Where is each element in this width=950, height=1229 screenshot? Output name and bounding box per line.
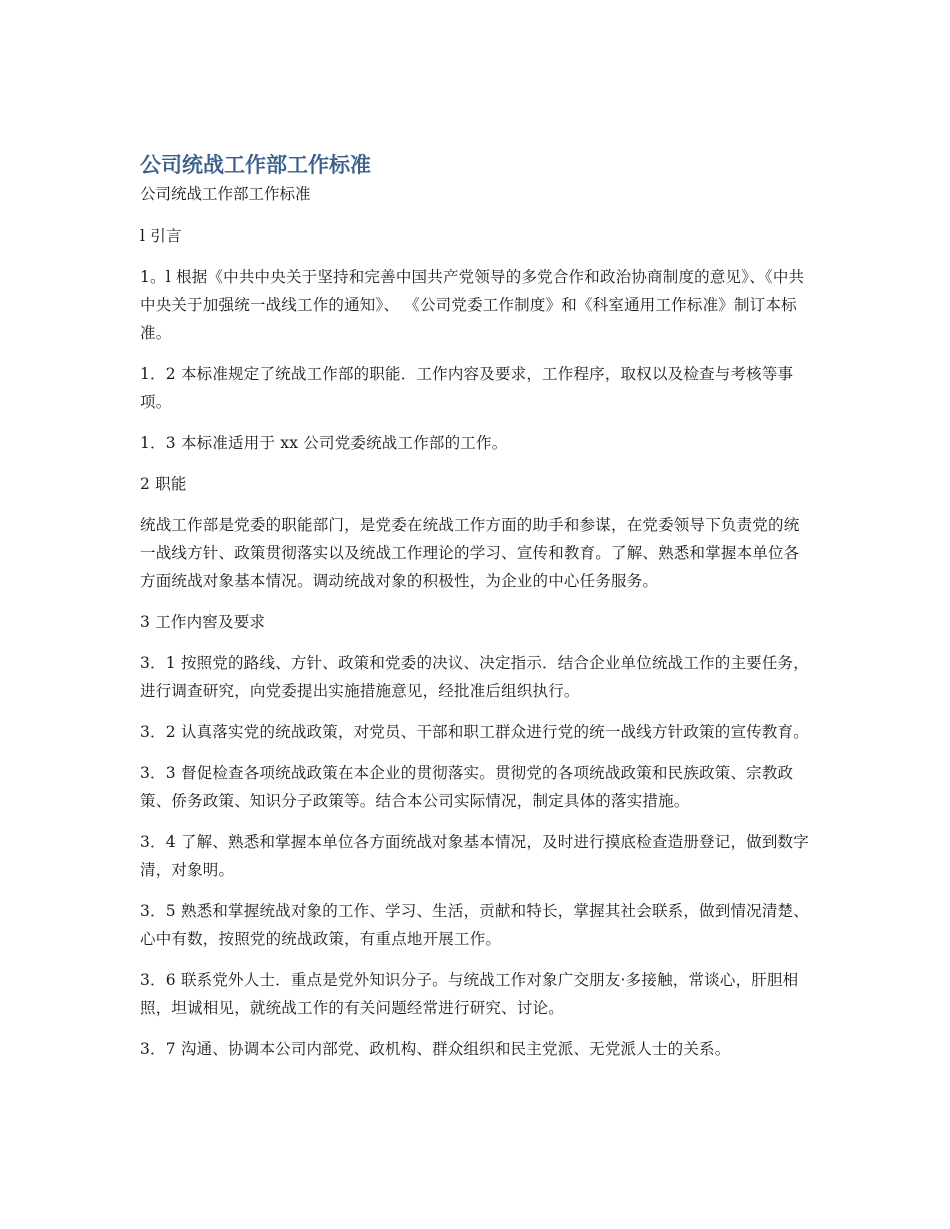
clause-3-2: 3．2 认真落实党的统战政策，对党员、干部和职工群众进行党的统一战线方针政策的宣传教育。 [140, 723, 809, 741]
clause-3-5: 3．5 熟悉和掌握统战对象的工作、学习、生活，贡献和特长，掌握其社会联系，做到情况清楚、心中有数，按照党的统战政策，有重点地开展工作。 [140, 902, 809, 948]
document-body [140, 150, 812, 1076]
clause-3-7: 3．7 沟通、协调本公司内部党、政机构、群众组织和民主党派、无党派人士的关系。 [140, 1040, 731, 1058]
clause-1-3: 1．3 本标准适用于 xx 公司党委统战工作部的工作。 [140, 434, 508, 452]
section-heading-functions: 2 职能 [140, 475, 187, 493]
document-title: 公司统战工作部工作标准 [140, 153, 371, 177]
clause-1-2: 1．2 本标准规定了统战工作部的职能．工作内容及要求，工作程序，取权以及检查与考核等事项。 [140, 365, 794, 411]
clause-1-1: 1。l 根据《中共中央关于坚持和完善中国共产党领导的多党合作和政治协商制度的意见》、《中共中央关于加强统一战线工作的通知》、 《公司党委工作制度》和《科室通用工作标准》制订本标准。 [140, 268, 805, 342]
section-heading-work-content: 3 工作内窖及要求 [140, 613, 266, 631]
clause-3-1: 3．1 按照党的路线、方针、政策和党委的决议、决定指示．结合企业单位统战工作的主要任务，进行调查研究，向党委提出实施措施意见，经批准后组织执行。 [140, 654, 809, 700]
document-subtitle: 公司统战工作部工作标准 [140, 185, 311, 203]
clause-3-3: 3．3 督促检查各项统战政策在本企业的贯彻落实。贯彻党的各项统战政策和民族政策、宗教政策、侨务政策、知识分子政策等。结合本公司实际情况，制定具体的落实措施。 [140, 764, 794, 810]
clause-3-6: 3．6 联系党外人士．重点是党外知识分子。与统战工作对象广交朋友·多接触，常谈心，肝胆相照，坦诚相见，就统战工作的有关问题经常进行研究、讨论。 [140, 971, 799, 1017]
functions-paragraph: 统战工作部是党委的职能部门，是党委在统战工作方面的助手和参谋，在党委领导下负责党的统一战线方针、政策贯彻落实以及统战工作理论的学习、宣传和教育。了解、熟悉和掌握本单位各方面统战对象基本情况。调动统战对象的积极性，为企业的中心任务服务。 [140, 516, 800, 590]
clause-3-4: 3．4 了解、熟悉和掌握本单位各方面统战对象基本情况，及时进行摸底检查造册登记，做到数字清，对象明。 [140, 833, 809, 879]
section-heading-intro: l 引言 [140, 227, 182, 245]
